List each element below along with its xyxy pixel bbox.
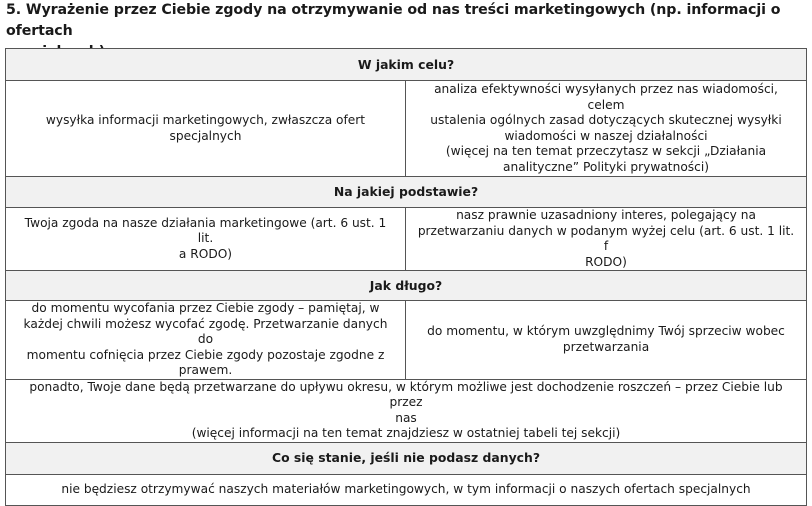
consequence-header: Co się stanie, jeśli nie podasz danych? xyxy=(6,442,807,474)
purpose-header: W jakim celu? xyxy=(6,49,807,81)
duration-claims-cell xyxy=(6,379,807,442)
table-row xyxy=(6,81,807,177)
cell-line: momentu cofnięcia przez Ciebie zgody pozostaje zgodne z xyxy=(26,347,385,362)
table-header-row xyxy=(6,49,807,81)
cell-line: RODO) xyxy=(585,254,627,269)
basis-interest-cell xyxy=(406,208,807,271)
basis-header: Na jakiej podstawie? xyxy=(6,177,807,208)
cell-line: prawem. xyxy=(178,363,233,377)
cell-line: do momentu wycofania przez Ciebie zgody – pamiętaj, w xyxy=(31,301,380,315)
cell-line: wysyłka informacji marketingowych, zwłaszcza ofert xyxy=(45,113,366,127)
cell-line: każdej chwili możesz wycofać zgodę. Przetwarzanie danych do xyxy=(23,316,388,346)
duration-objection-cell xyxy=(406,301,807,380)
section-heading-line: 5. Wyrażenie przez Ciebie zgody na otrzymywanie od nas treści marketingowych (np. informacji o ofertach xyxy=(6,2,781,39)
cell-line: nas xyxy=(395,410,417,425)
duration-header: Jak długo? xyxy=(6,271,807,301)
cell-line: przetwarzania xyxy=(562,339,650,354)
cell-line: nasz prawnie uzasadniony interes, polegający na xyxy=(456,208,756,222)
cell-line: specjalnych xyxy=(169,128,242,143)
cell-line: (więcej informacji na ten temat znajdziesz w ostatniej tabeli tej sekcji) xyxy=(191,426,621,440)
cell-line: analityczne” Polityki prywatności) xyxy=(503,159,709,174)
table-row xyxy=(6,474,807,505)
purpose-analytics-cell xyxy=(406,81,807,177)
table-header-row xyxy=(6,177,807,208)
table-row xyxy=(6,208,807,271)
purpose-marketing-cell xyxy=(6,81,406,177)
basis-consent-cell xyxy=(6,208,406,271)
cell-line: przetwarzaniu danych w podanym wyżej celu (art. 6 ust. 1 lit. f xyxy=(417,223,795,253)
cell-line: wiadomości w naszej działalności xyxy=(504,128,708,143)
table-header-row xyxy=(6,442,807,474)
consequence-cell: nie będziesz otrzymywać naszych materiałów marketingowych, w tym informacji o naszych ofertach specjalnych xyxy=(6,474,807,505)
cell-line: do momentu, w którym uwzględnimy Twój sprzeciw wobec xyxy=(427,324,785,339)
processing-info-table xyxy=(5,48,807,506)
cell-line: ponadto, Twoje dane będą przetwarzane do upływu okresu, w którym możliwe jest dochodzenie roszczeń – przez Ciebie lub przez xyxy=(29,379,783,409)
cell-line: analiza efektywności wysyłanych przez nas wiadomości, celem xyxy=(434,82,778,112)
cell-line: (więcej na ten temat przeczytasz w sekcji „Działania xyxy=(445,144,767,158)
cell-line: ustalenia ogólnych zasad dotyczących skutecznej wysyłki xyxy=(430,113,782,127)
cell-line: Twoja zgoda na nasze działania marketingowe (art. 6 ust. 1 lit. xyxy=(24,215,387,246)
table-row xyxy=(6,379,807,442)
cell-line: a RODO) xyxy=(178,246,233,261)
table-header-row xyxy=(6,271,807,301)
duration-consent-cell xyxy=(6,301,406,380)
table-row xyxy=(6,301,807,380)
